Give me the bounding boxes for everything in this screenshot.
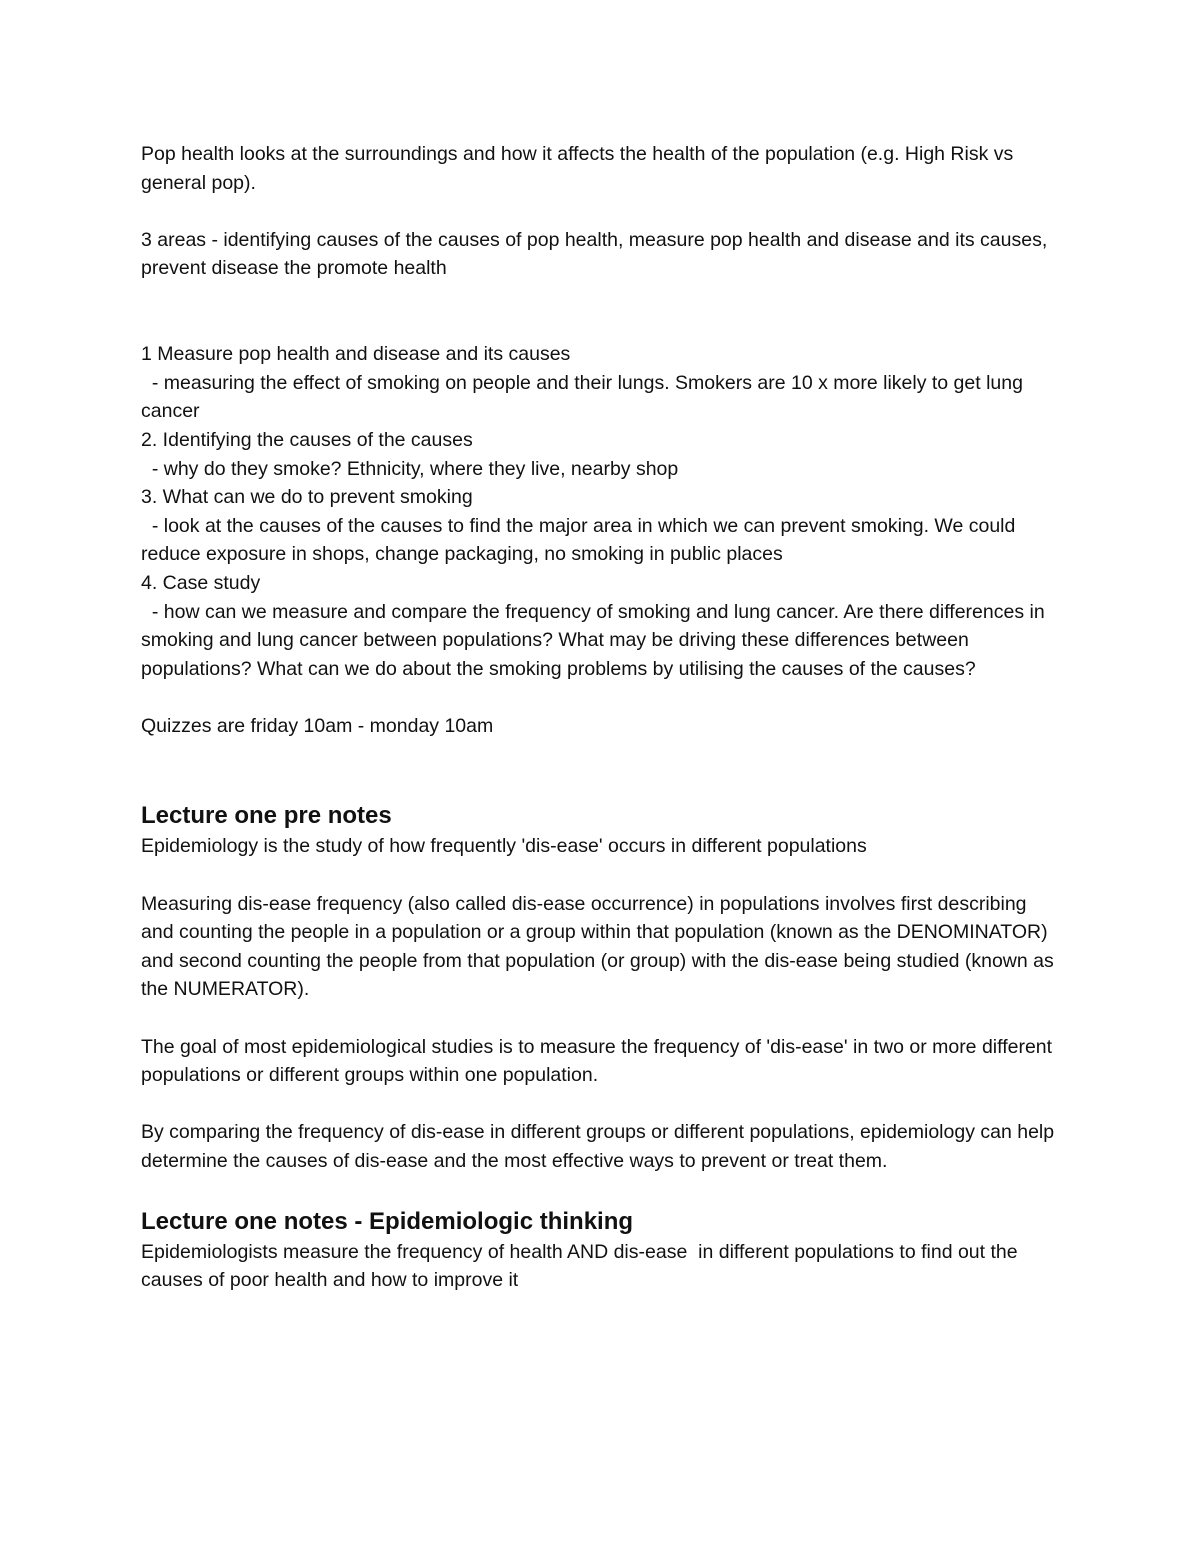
list-item-1-detail: - measuring the effect of smoking on people and their lungs. Smokers are 10 x more likely to get lung cancer: [141, 371, 1029, 423]
list-item-1-title: 1 Measure pop health and disease and its causes: [141, 343, 571, 366]
document-page: [141, 140, 1061, 1295]
pre-notes-paragraph-4: By comparing the frequency of dis-ease in different groups or different populations, epidemiology can help determine the causes of dis-ease and the most effective ways to prevent or treat them.: [141, 1121, 1060, 1172]
list-item-3-title: 3. What can we do to prevent smoking: [141, 486, 473, 509]
section-heading-epidemiologic-thinking: Lecture one notes - Epidemiologic thinking: [141, 1207, 634, 1235]
section-heading-pre-notes: Lecture one pre notes: [141, 802, 392, 830]
pre-notes-paragraph-1: Epidemiology is the study of how frequently 'dis-ease' occurs in different populations: [141, 835, 867, 858]
list-item-3-detail: - look at the causes of the causes to find the major area in which we can prevent smoking. We could reduce exposure in shops, change packaging, no smoking in public places: [141, 514, 1021, 566]
list-item-4-detail: - how can we measure and compare the frequency of smoking and lung cancer. Are there differences in smoking and lung cancer between populations? What may be driving these differences between populations? What can we do about the smoking problems by utilising the causes of the causes?: [141, 600, 1051, 680]
pre-notes-paragraph-2: Measuring dis-ease frequency (also called dis-ease occurrence) in populations involves first describing and counting the people in a population or a group within that population (known as the DENOMINATOR) and second counting the people from that population (or group) with the dis-ease being studied (known as the NUMERATOR).: [141, 892, 1060, 1001]
list-item-2-title: 2. Identifying the causes of the causes: [141, 428, 473, 451]
intro-paragraph-1: Pop health looks at the surroundings and how it affects the health of the population (e.g. High Risk vs general pop).: [141, 143, 1019, 194]
notes-paragraph-1: Epidemiologists measure the frequency of health AND dis-ease in different populations to find out the causes of poor health and how to improve it: [141, 1240, 1024, 1292]
list-item-2-detail: - why do they smoke? Ethnicity, where they live, nearby shop: [141, 457, 679, 480]
pre-notes-paragraph-3: The goal of most epidemiological studies is to measure the frequency of 'dis-ease' in two or more different populations or different groups within one population.: [141, 1035, 1058, 1087]
list-item-4-title: 4. Case study: [141, 571, 261, 594]
quiz-note: Quizzes are friday 10am - monday 10am: [141, 714, 494, 737]
intro-paragraph-2: 3 areas - identifying causes of the causes of pop health, measure pop health and disease and its causes, prevent disease the promote health: [141, 228, 1053, 280]
